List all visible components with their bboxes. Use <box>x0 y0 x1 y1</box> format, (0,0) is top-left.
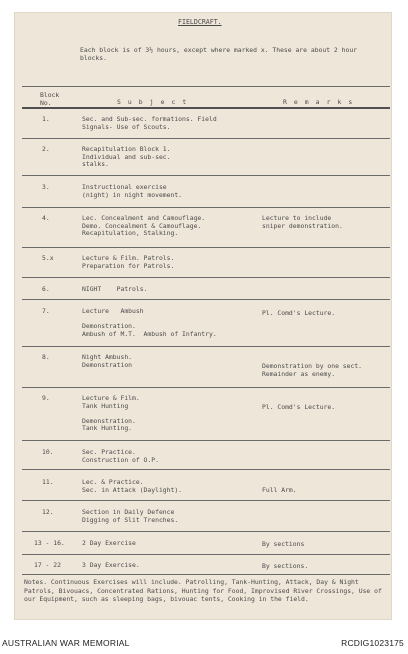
row-number: 7. <box>42 307 50 315</box>
archive-credit: AUSTRALIAN WAR MEMORIAL <box>2 638 130 648</box>
archive-reference: RCDIG1023175 <box>341 638 404 648</box>
row-remarks: Lecture to include sniper demonstration. <box>262 214 343 230</box>
row-divider <box>22 299 390 300</box>
row-remarks: By sections. <box>262 562 309 570</box>
notes-text: Notes. Continuous Exercises will include. Patrolling, Tank-Hunting, Attack, Day & Night Patrols, Bivouacs, Concentrated Rations, Hunting for Food, Improvised River Crossings, Use of our Equipment, such as sleeping bags, bivouac tents, Cooking in the field. <box>24 578 382 604</box>
row-remarks: By sections <box>262 540 305 548</box>
row-number: 17 - 22 <box>34 561 61 569</box>
divider <box>22 86 390 87</box>
row-number: 6. <box>42 285 50 293</box>
row-subject: NIGHT Patrols. <box>82 285 148 293</box>
row-divider <box>22 346 390 347</box>
row-number: 3. <box>42 183 50 191</box>
row-divider <box>22 207 390 208</box>
row-divider <box>22 175 390 176</box>
row-number: 9. <box>42 394 50 402</box>
intro-text: Each block is of 3½ hours, except where marked x. These are about 2 hour blocks. <box>80 46 358 62</box>
row-remarks: Demonstration by one sect. Remainder as enemy. <box>262 362 363 378</box>
row-divider <box>22 554 390 555</box>
row-subject: Lec. Concealment and Camouflage. Demo. Concealment & Camouflage. Recapitulation, Stalking. <box>82 214 206 238</box>
row-divider <box>22 387 390 388</box>
row-remarks: Pl. Comd's Lecture. <box>262 309 336 317</box>
row-subject: Sec. Practice. Construction of O.P. <box>82 448 159 464</box>
row-subject: Section in Daily Defence Digging of Slit Trenches. <box>82 508 179 524</box>
row-number: 1. <box>42 115 50 123</box>
row-divider <box>22 247 390 248</box>
header-subject: S u b j e c t <box>117 98 188 106</box>
row-number: 4. <box>42 214 50 222</box>
row-remarks: Pl. Comd's Lecture. <box>262 403 336 411</box>
row-subject: Lecture & Film. Patrols. Preparation for Patrols. <box>82 254 175 270</box>
row-subject: Night Ambush. Demonstration <box>82 353 133 369</box>
row-subject: Recapitulation Block 1. Individual and sub-sec. stalks. <box>82 145 171 169</box>
row-divider <box>22 440 390 441</box>
row-subject: Sec. and Sub-sec. formations. Field Signals- Use of Scouts. <box>82 115 217 131</box>
row-subject: 2 Day Exercise <box>82 539 136 547</box>
row-divider <box>22 531 390 532</box>
row-divider <box>22 138 390 139</box>
header-divider <box>22 107 390 109</box>
row-number: 11. <box>42 478 54 486</box>
row-divider <box>22 574 390 575</box>
row-number: 2. <box>42 145 50 153</box>
row-divider <box>22 277 390 278</box>
row-divider <box>22 469 390 470</box>
row-subject: Instructional exercise (night) in night movement. <box>82 183 183 199</box>
row-subject: Lec. & Practice. Sec. in Attack (Daylight). <box>82 478 183 494</box>
row-number: 5.x <box>42 254 54 262</box>
row-remarks: Full Arm. <box>262 486 297 494</box>
row-divider <box>22 500 390 501</box>
header-remarks: R e m a r k s <box>283 98 354 106</box>
row-number: 8. <box>42 353 50 361</box>
row-number: 12. <box>42 508 54 516</box>
row-subject: 3 Day Exercise. <box>82 561 140 569</box>
header-block-no: Block No. <box>40 91 60 107</box>
row-subject: Lecture Ambush Demonstration. Ambush of M.T. Ambush of Infantry. <box>82 307 217 338</box>
row-subject: Lecture & Film. Tank Hunting Demonstration. Tank Hunting. <box>82 394 140 433</box>
row-number: 10. <box>42 448 54 456</box>
document-title: FIELDCRAFT. <box>178 18 222 26</box>
row-number: 13 - 16. <box>34 539 65 547</box>
